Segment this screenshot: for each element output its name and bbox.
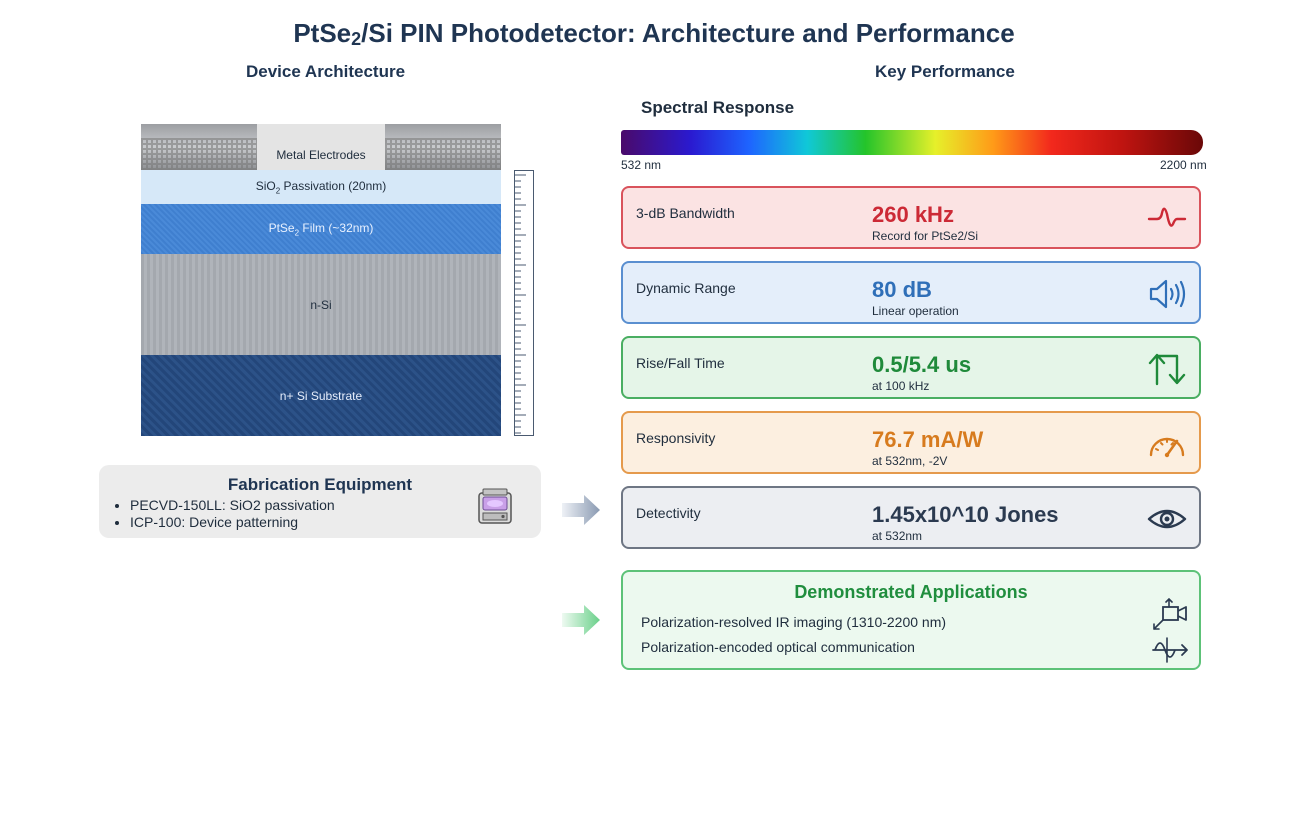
speaker-icon — [1147, 275, 1187, 313]
metric-value: 0.5/5.4 us — [872, 352, 972, 377]
metric-label: Dynamic Range — [636, 280, 736, 296]
architecture-heading: Device Architecture — [246, 62, 406, 81]
rise-fall-arrows-icon — [1147, 350, 1187, 388]
waveform-icon — [1147, 200, 1187, 238]
application-item: Polarization-encoded optical communication — [641, 639, 915, 655]
fabrication-list — [112, 497, 335, 531]
right-electrode — [385, 124, 501, 170]
metric-card-detectivity — [621, 486, 1201, 549]
n-si-label: n-Si — [310, 297, 332, 312]
applications-panel — [621, 570, 1201, 670]
metric-value: 1.45x10^10 Jones — [872, 502, 1059, 527]
eye-icon — [1147, 500, 1187, 538]
metric-card-rise-fall — [621, 336, 1201, 399]
fabrication-item: • PECVD-150LL: SiO2 passivation — [130, 497, 335, 514]
metric-label: 3-dB Bandwidth — [636, 205, 735, 221]
metric-label: Responsivity — [636, 430, 716, 446]
metric-label: Detectivity — [636, 505, 701, 521]
metal-electrodes-label: Metal Electrodes — [276, 148, 366, 162]
ptse2-label: PtSe$_2$ Film (~32nm) — [268, 220, 374, 238]
metric-value: 80 dB — [872, 277, 932, 302]
application-item: Polarization-resolved IR imaging (1310-2200 nm) — [641, 614, 947, 630]
scale-ruler — [514, 170, 534, 436]
substrate-layer — [141, 355, 501, 436]
performance-heading: Key Performance — [875, 62, 1015, 81]
metric-note: at 532nm — [872, 529, 923, 543]
spectrum-min-label: 532 nm — [621, 158, 662, 172]
applications-title: Demonstrated Applications — [794, 582, 1028, 602]
sio2-label: SiO$_2$ Passivation (20nm) — [255, 178, 387, 196]
sio2-layer — [141, 170, 501, 204]
gauge-icon — [1147, 425, 1187, 463]
device-stack — [141, 124, 501, 436]
spectrum-max-label: 2200 nm — [1160, 158, 1207, 172]
arrow-to-applications — [562, 603, 602, 637]
metric-label: Rise/Fall Time — [636, 355, 725, 371]
metric-note: at 532nm, -2V — [872, 454, 948, 468]
arrow-to-metrics — [562, 493, 602, 527]
fabrication-item: • ICP-100: Device patterning — [130, 514, 335, 531]
polarization-camera-icon — [1151, 598, 1191, 630]
substrate-label: n+ Si Substrate — [279, 388, 363, 403]
ptse2-layer — [141, 204, 501, 254]
optical-wave-icon — [1151, 634, 1191, 666]
fabrication-title: Fabrication Equipment — [227, 475, 413, 494]
metric-value: 76.7 mA/W — [872, 427, 984, 452]
metric-note: Record for PtSe2/Si — [872, 229, 979, 243]
metric-card-bandwidth — [621, 186, 1201, 249]
metric-card-dynamic-range — [621, 261, 1201, 324]
spectral-heading: Spectral Response — [641, 98, 795, 117]
fabrication-panel — [99, 465, 541, 538]
page-title: PtSe2/Si PIN Photodetector: Architecture and Performance — [293, 18, 1015, 49]
left-electrode — [141, 124, 257, 170]
deposition-chamber-icon — [475, 487, 515, 527]
metric-note: at 100 kHz — [872, 379, 930, 393]
metric-value: 260 kHz — [872, 202, 954, 227]
spectrum-bar — [621, 130, 1203, 155]
metric-note: Linear operation — [872, 304, 959, 318]
n-si-layer — [141, 254, 501, 355]
metric-card-responsivity — [621, 411, 1201, 474]
